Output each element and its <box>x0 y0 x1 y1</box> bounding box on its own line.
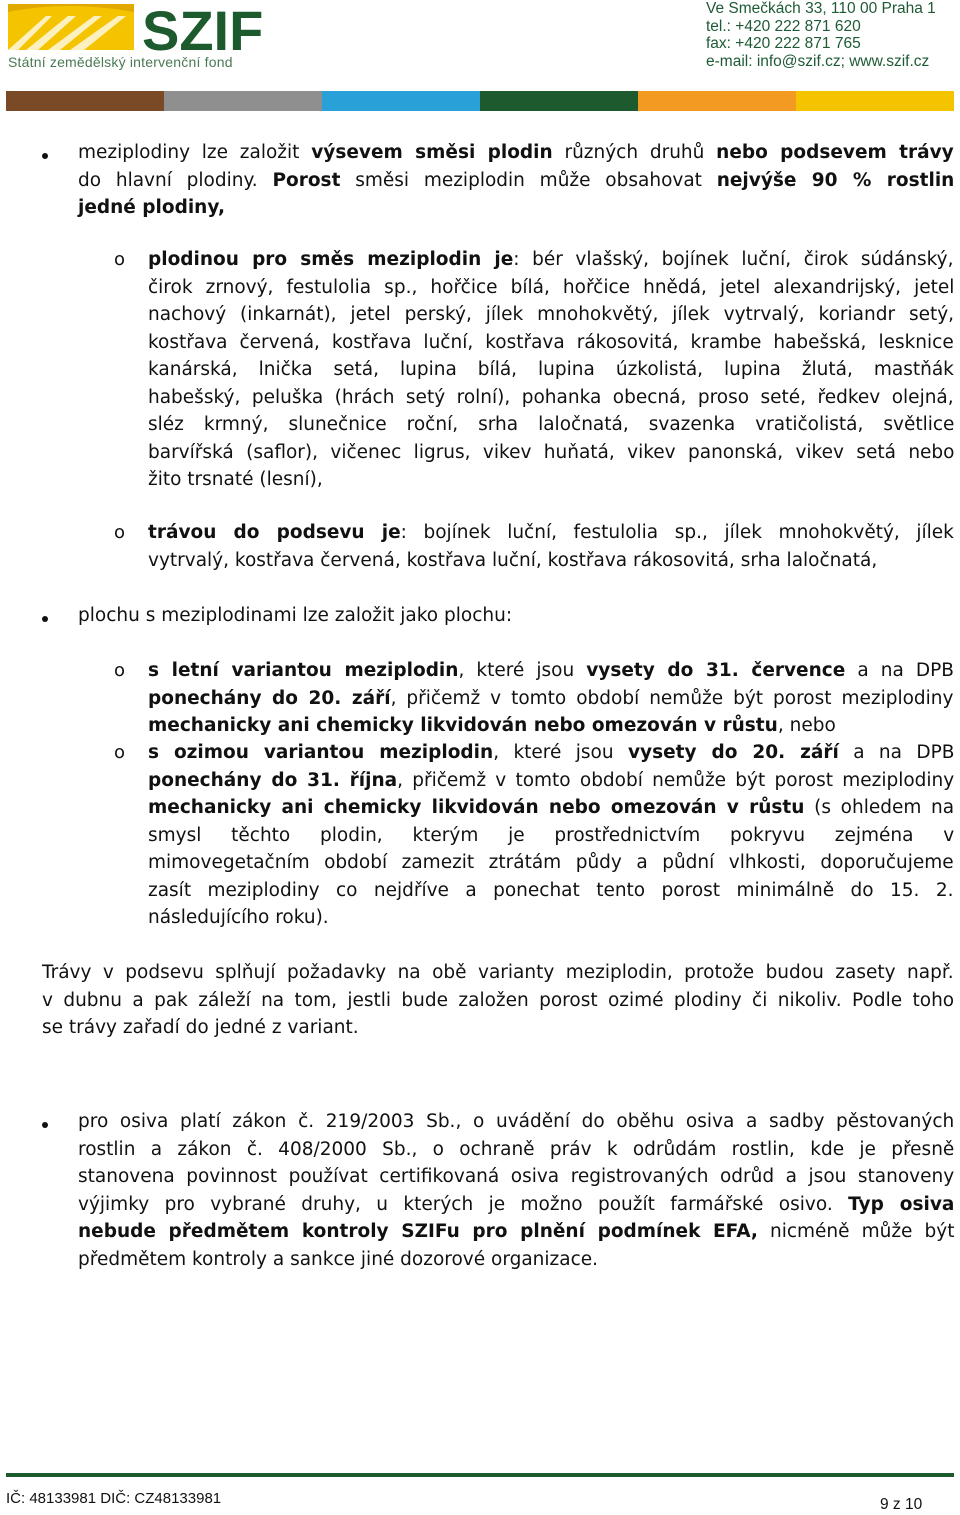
text-line <box>78 1108 954 1136</box>
bold-text: s letní variantou meziplodin <box>148 660 459 681</box>
text-run: smysl těchto plodin, kterým je prostřednictvím pokryvu zejména v <box>148 824 955 846</box>
text-line <box>78 602 954 630</box>
sub-item-travy <box>148 519 954 574</box>
stripe-green <box>480 91 638 111</box>
list-item-meziplodiny <box>78 139 954 222</box>
text-line <box>78 167 954 195</box>
text-run: (s ohledem na <box>804 797 955 818</box>
text-line <box>148 685 954 713</box>
bullet-marker <box>42 1122 48 1128</box>
bold-text: mechanicky ani chemicky likvidován nebo omezován v růstu <box>148 715 778 736</box>
sub-item-ozima <box>148 739 954 932</box>
bold-text: ponechány do 20. září <box>148 687 391 709</box>
bold-text: výsevem směsi plodin <box>311 142 553 163</box>
text-line <box>78 1136 954 1164</box>
text-line <box>148 547 954 575</box>
logo-subtitle: Státní zemědělský intervenční fond <box>8 54 233 70</box>
bold-text: Porost <box>272 169 341 191</box>
text-line <box>148 657 954 685</box>
text-line <box>148 794 954 822</box>
sub-item-plodiny <box>148 246 954 494</box>
address: Ve Smečkách 33, 110 00 Praha 1 <box>706 0 936 17</box>
bold-text: s ozimou variantou meziplodin <box>148 742 494 763</box>
text-run: plochu s meziplodinami lze založit jako plochu: <box>78 605 513 626</box>
text-run: žito trsnaté (lesní), <box>148 469 323 490</box>
text-run: v dubnu a pak záleží na tom, jestli bude založen porost ozimé plodiny či nikoliv. Podle toho <box>42 989 955 1011</box>
text-run: , které jsou <box>493 742 628 763</box>
stripe-blue <box>322 91 480 111</box>
bold-text: nebo podsevem trávy <box>716 142 954 163</box>
text-run: kanárská, lnička setá, lupina bílá, lupina úzkolistá, lupina žlutá, mastňák <box>148 359 954 380</box>
text-line <box>78 139 954 167</box>
text-run: nicméně může být <box>757 1221 955 1242</box>
text-run: a na DPB <box>845 660 954 681</box>
text-run: různých druhů <box>552 142 717 163</box>
text-run: stanovena povinnost používat certifikovaná osiva registrovaných odrůd a jsou stanoveny <box>78 1166 955 1187</box>
text-run: výjimky pro vybrané druhy, u kterých je možno použít farmářské osivo. <box>78 1193 849 1215</box>
page-header <box>0 0 960 112</box>
text-line <box>148 384 954 412</box>
text-run: vytrvalý, kostřava červená, kostřava luční, kostřava rákosovitá, srha laločnatá, <box>148 549 878 571</box>
text-line <box>78 1246 954 1274</box>
bullet-marker <box>42 153 48 159</box>
text-run: směsi meziplodin může obsahovat <box>340 169 717 191</box>
text-line <box>78 1218 954 1246</box>
text-line <box>42 959 954 987</box>
paragraph-travy-podsev <box>42 959 954 1042</box>
text-line <box>148 301 954 329</box>
text-run: nachový (inkarnát), jetel perský, jílek mnohokvětý, jílek vytrvalý, koriandr setý, <box>148 304 955 325</box>
bullet-marker <box>42 616 48 622</box>
logo-wordmark: SZIF <box>142 2 264 62</box>
text-run: kostřava červená, kostřava luční, kostřava rákosovitá, krambe habešská, lesknice <box>148 331 954 353</box>
text-line <box>148 849 954 877</box>
text-line <box>148 466 954 494</box>
email-web-link[interactable]: e-mail: info@szif.cz; www.szif.cz <box>706 52 930 70</box>
sub-bullet-marker: o <box>114 742 126 763</box>
text-run: , přičemž v tomto období nemůže být porost meziplodiny <box>397 769 955 791</box>
page-number: 9 z 10 <box>880 1496 923 1513</box>
text-run: rostlin a zákon č. 408/2000 Sb., o ochraně práv k odrůdám rostlin, kde je přesně <box>78 1138 955 1160</box>
text-run: čirok zrnový, festulolia sp., hořčice bílá, hořčice hnědá, jetel alexandrijský, jetel <box>148 276 955 298</box>
footer-company-ids: IČ: 48133981 DIČ: CZ48133981 <box>6 1490 222 1507</box>
bold-text: vysety do 20. září <box>627 742 839 763</box>
text-run: se trávy zařadí do jedné z variant. <box>42 1017 359 1038</box>
sub-bullet-marker: o <box>114 249 126 270</box>
text-run: pro osiva platí zákon č. 219/2003 Sb., o uvádění do oběhu osiva a sadby pěstovaných <box>78 1111 955 1132</box>
text-line <box>78 1163 954 1191</box>
stripe-orange <box>638 91 796 111</box>
text-line <box>148 356 954 384</box>
text-line <box>148 274 954 302</box>
text-line <box>42 987 954 1015</box>
text-run: mimovegetačním období zamezit ztrátám půdy a půdní vlhkosti, doporučujeme <box>148 852 954 873</box>
text-run: , které jsou <box>458 660 587 681</box>
phone: tel.: +420 222 871 620 <box>706 17 861 35</box>
bold-text: mechanicky ani chemicky likvidován nebo omezován v růstu <box>148 797 805 818</box>
sub-item-letni <box>148 657 954 740</box>
text-run: zasít meziplodiny co nejdříve a ponechat tento porost minimálně do 15. 2. <box>148 879 954 901</box>
text-line <box>148 904 954 932</box>
text-line <box>148 439 954 467</box>
text-line <box>148 822 954 850</box>
text-run: barvířská (saflor), vičenec ligrus, vikev huňatá, vikev panonská, vikev setá nebo <box>148 441 955 463</box>
text-run: Trávy v podsevu splňují požadavky na obě varianty meziplodin, protože budou zasety např. <box>42 962 954 983</box>
text-run: následujícího roku). <box>148 907 329 928</box>
text-run: habešský, peluška (hrách setý rolní), pohanka obecná, proso seté, ředkev olejná, <box>148 386 954 408</box>
text-line <box>148 767 954 795</box>
text-run: předmětem kontroly a sankce jiné dozorové organizace. <box>78 1248 599 1270</box>
bold-text: nebude předmětem kontroly SZIFu pro plnění podmínek EFA, <box>78 1221 758 1242</box>
text-run: : bojínek luční, festulolia sp., jílek mnohokvětý, jílek <box>400 522 954 543</box>
fax: fax: +420 222 871 765 <box>706 35 861 52</box>
stripe-gray <box>164 91 322 111</box>
text-run: do hlavní plodiny. <box>78 169 273 191</box>
sub-bullet-marker: o <box>114 522 126 543</box>
text-line <box>78 194 954 222</box>
bold-text: vysety do 31. července <box>586 660 846 681</box>
bold-text: Typ osiva <box>848 1193 955 1215</box>
bold-text: nejvýše 90 % rostlin <box>716 169 955 191</box>
stripe-brown <box>6 91 164 111</box>
text-run: : bér vlašský, bojínek luční, čirok súdánský, <box>513 249 954 270</box>
wheat-field-icon <box>8 4 134 50</box>
text-line <box>148 411 954 439</box>
text-run: a na DPB <box>838 742 955 763</box>
bold-text: jedné plodiny, <box>78 197 225 218</box>
text-run: meziplodiny lze založit <box>78 142 312 163</box>
text-line <box>148 877 954 905</box>
contact-block <box>706 0 958 70</box>
text-run: sléz krmný, slunečnice roční, srha laločnatá, svazenka vratičolistá, světlice <box>148 414 955 435</box>
list-item-plocha <box>78 602 954 630</box>
list-item-osiva <box>78 1108 954 1273</box>
text-line <box>78 1191 954 1219</box>
text-line <box>148 329 954 357</box>
text-run: , přičemž v tomto období nemůže být porost meziplodiny <box>390 687 954 709</box>
sub-bullet-marker: o <box>114 660 126 681</box>
text-line <box>148 519 954 547</box>
text-line <box>148 712 954 740</box>
text-line <box>148 246 954 274</box>
bold-text: trávou do podsevu je <box>148 522 401 543</box>
footer-divider <box>6 1473 954 1477</box>
text-line <box>148 739 954 767</box>
text-line <box>42 1014 954 1042</box>
bold-text: plodinou pro směs meziplodin je <box>148 249 514 270</box>
color-stripe-bar <box>6 91 954 111</box>
bold-text: ponechány do 31. října <box>148 769 398 791</box>
stripe-yellow <box>796 91 954 111</box>
text-run: , nebo <box>777 715 836 736</box>
